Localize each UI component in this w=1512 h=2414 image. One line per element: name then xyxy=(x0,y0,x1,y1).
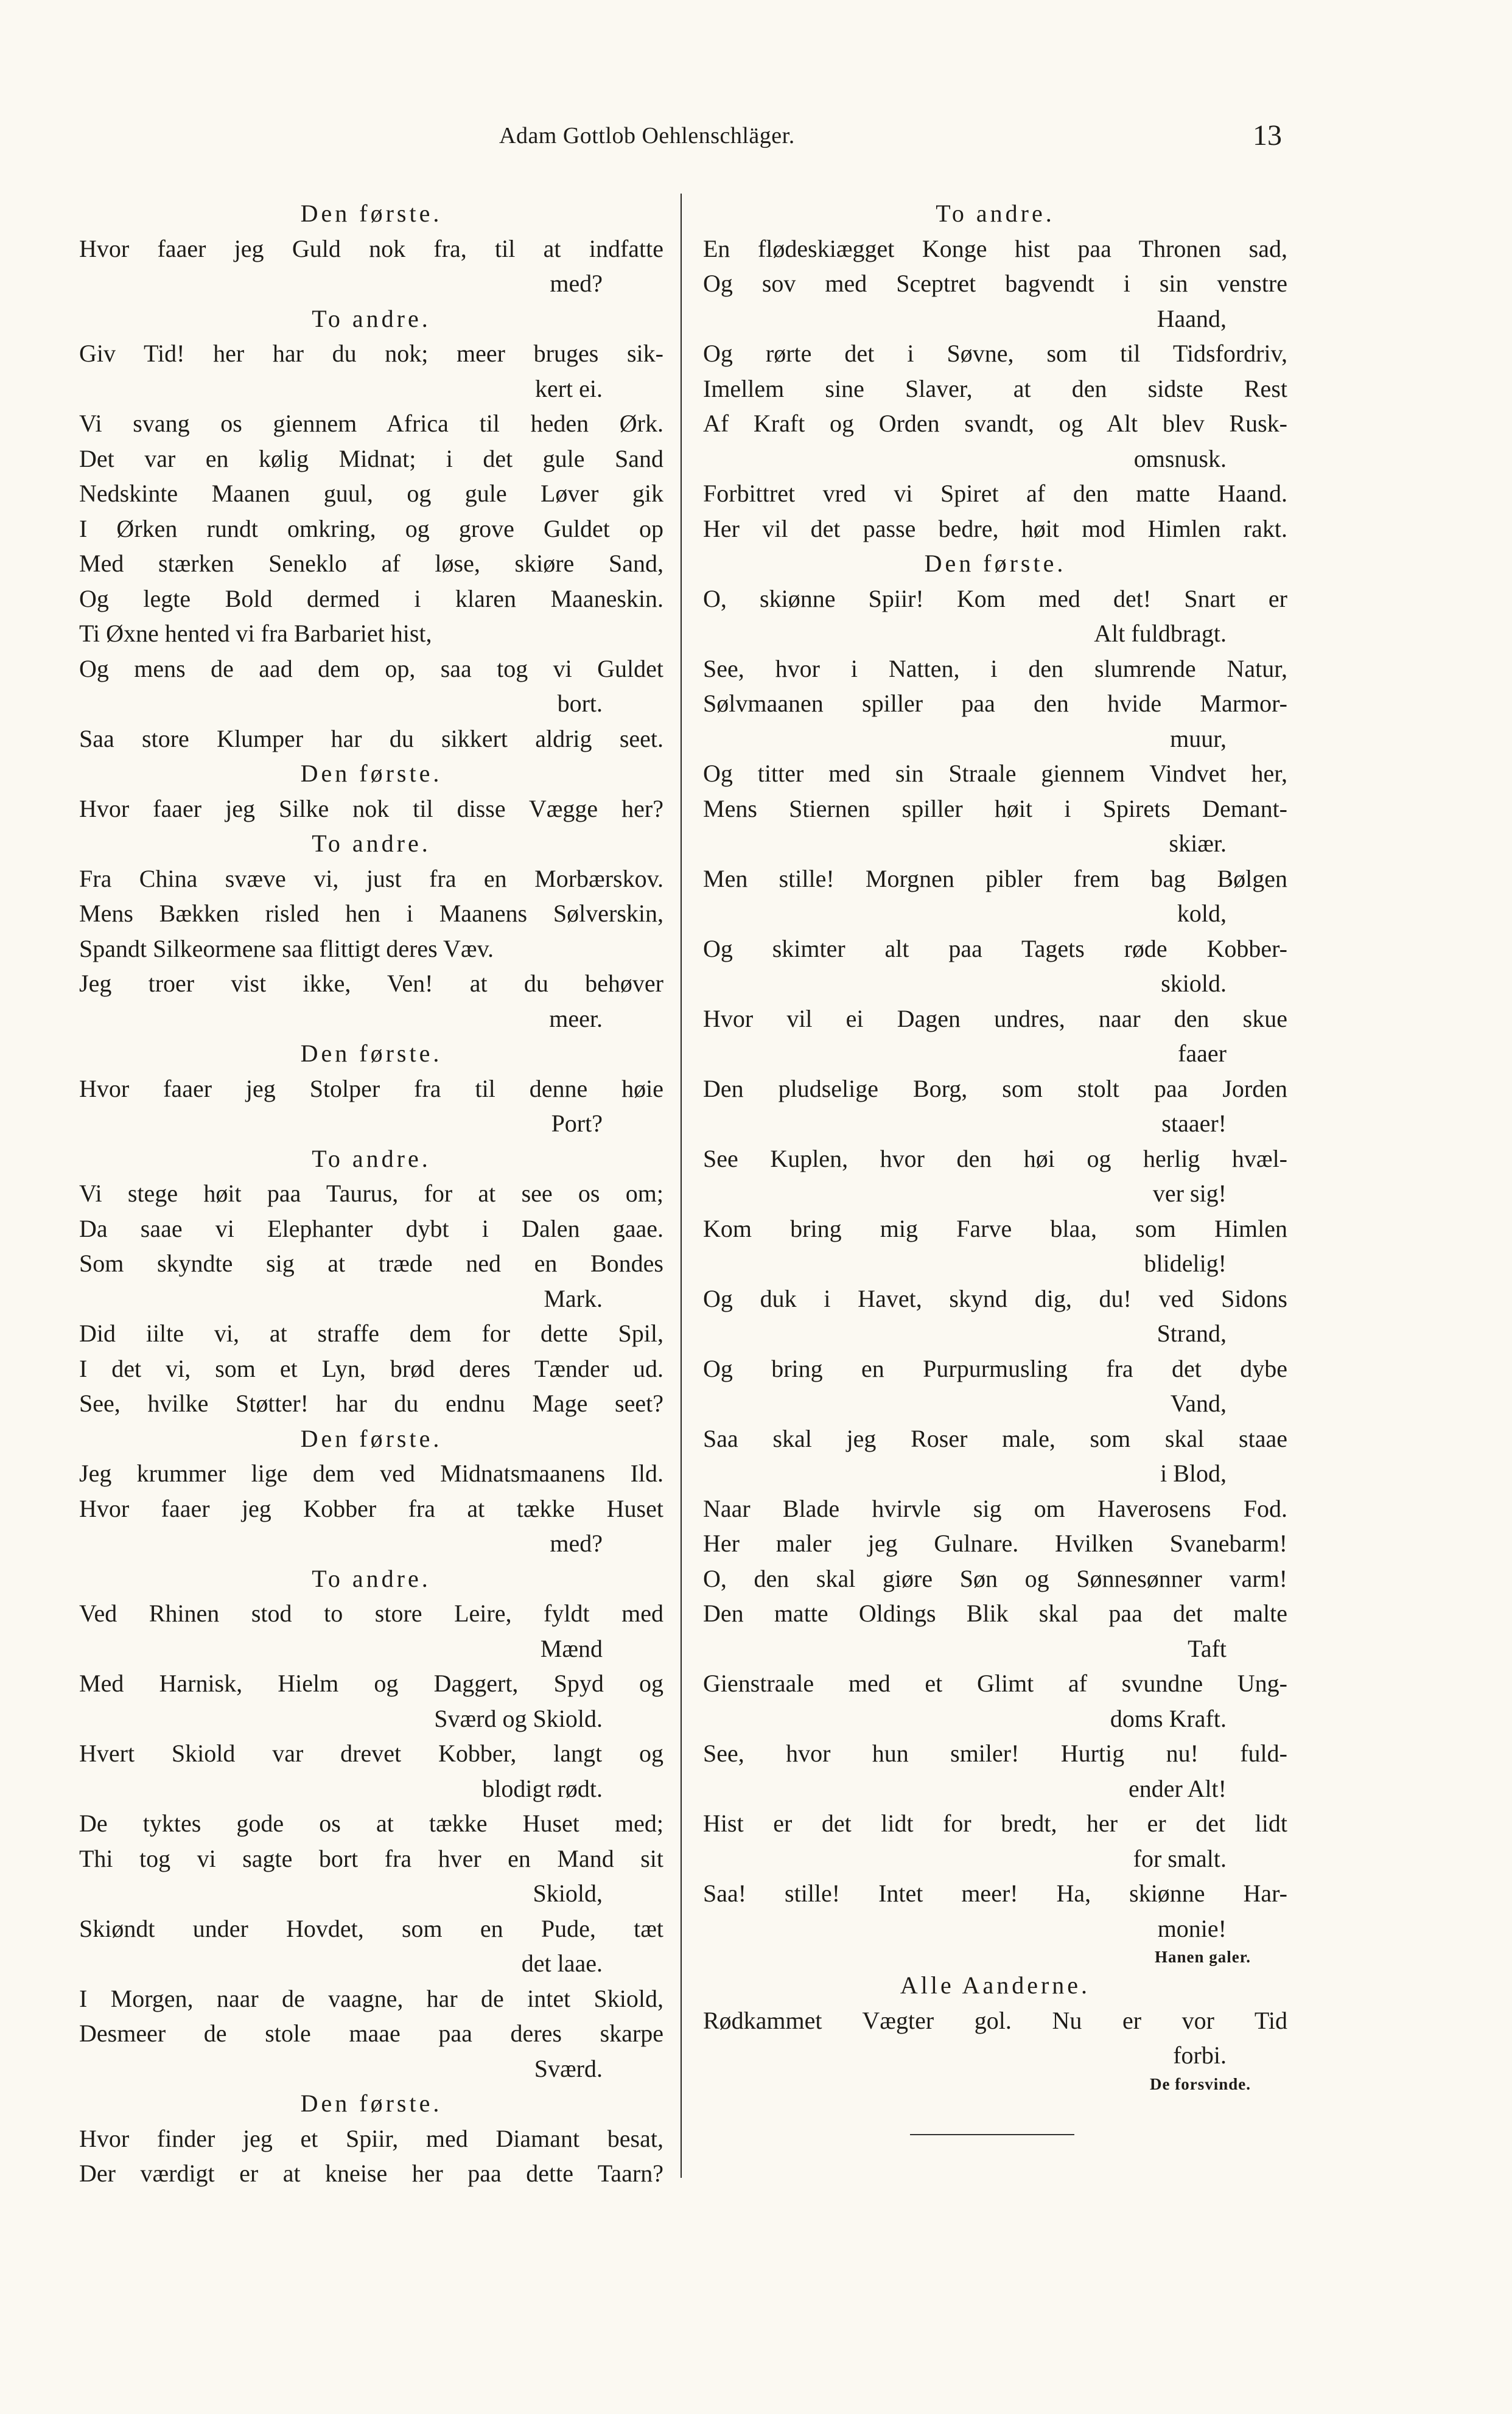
verse-line: O, den skal giøre Søn og Sønnesønner varm! xyxy=(703,1564,1287,1592)
verse-line-continuation: bort. xyxy=(557,690,603,717)
verse-line: Sølvmaanen spiller paa den hvide Marmor- xyxy=(703,690,1287,717)
verse-line: Og sov med Sceptret bagvendt i sin venstre xyxy=(703,270,1287,297)
verse-line: Og skimter alt paa Tagets røde Kobber- xyxy=(703,934,1287,962)
verse-line: Og rørte det i Søvne, som til Tidsfordriv, xyxy=(703,340,1287,367)
speaker-label: Den første. xyxy=(300,1040,443,1067)
verse-line: Imellem sine Slaver, at den sidste Rest xyxy=(703,374,1287,402)
verse-line: Kom bring mig Farve blaa, som Himlen xyxy=(703,1214,1287,1242)
verse-line-continuation: Mark. xyxy=(544,1284,603,1312)
verse-line-continuation: blodigt rødt. xyxy=(482,1774,603,1802)
verse-line: Gienstraale med et Glimt af svundne Ung- xyxy=(703,1670,1287,1697)
verse-line: Her maler jeg Gulnare. Hvilken Svanebarm! xyxy=(703,1530,1287,1557)
verse-line: Hvor vil ei Dagen undres, naar den skue xyxy=(703,1004,1287,1032)
speaker-label: Den første. xyxy=(300,760,443,787)
page-number: 13 xyxy=(1253,119,1282,152)
verse-line: Som skyndte sig at træde ned en Bondes xyxy=(79,1250,663,1277)
verse-line-continuation: i Blod, xyxy=(1160,1460,1227,1487)
stage-direction: Hanen galer. xyxy=(1154,1948,1251,1966)
verse-line: I det vi, som et Lyn, brød deres Tænder ud. xyxy=(79,1354,663,1382)
verse-line: Hvor faaer jeg Stolper fra til denne høie xyxy=(79,1074,663,1102)
speaker-label: To andre. xyxy=(312,830,431,857)
verse-line-continuation: forbi. xyxy=(1173,2041,1227,2069)
verse-line-continuation: staaer! xyxy=(1161,1110,1227,1137)
verse-line-continuation: meer. xyxy=(549,1004,603,1032)
verse-line-continuation: Sværd og Skiold. xyxy=(434,1704,603,1732)
verse-line-continuation: blidelig! xyxy=(1144,1250,1227,1277)
verse-line-continuation: Taft xyxy=(1188,1634,1227,1662)
verse-line: Hvor faaer jeg Silke nok til disse Vægge her? xyxy=(79,794,663,822)
verse-line-continuation: kold, xyxy=(1177,900,1227,927)
verse-line-continuation: Strand, xyxy=(1157,1320,1227,1347)
verse-line: Der værdigt er at kneise her paa dette Taarn? xyxy=(79,2160,663,2187)
speaker-label: Den første. xyxy=(924,550,1066,577)
verse-line: Thi tog vi sagte bort fra hver en Mand sit xyxy=(79,1844,663,1872)
verse-line: Hvert Skiold var drevet Kobber, langt og xyxy=(79,1740,663,1767)
verse-line: Mens Stiernen spiller høit i Spirets Demant- xyxy=(703,794,1287,822)
verse-line: Forbittret vred vi Spiret af den matte Haand. xyxy=(703,480,1287,507)
verse-line-continuation: Mænd xyxy=(540,1634,603,1662)
verse-line-continuation: skiær. xyxy=(1169,830,1227,857)
verse-line: Men stille! Morgnen pibler frem bag Bølgen xyxy=(703,864,1287,892)
verse-line: Giv Tid! her har du nok; meer bruges sik- xyxy=(79,340,663,367)
verse-line: Den matte Oldings Blik skal paa det malte xyxy=(703,1600,1287,1627)
verse-line: Naar Blade hvirvle sig om Haverosens Fod. xyxy=(703,1494,1287,1522)
column-divider xyxy=(681,194,682,2178)
verse-line: Med stærken Seneklo af løse, skiøre Sand, xyxy=(79,550,663,577)
speaker-label: To andre. xyxy=(936,200,1055,227)
page-header xyxy=(0,114,1512,157)
verse-line: Ved Rhinen stod to store Leire, fyldt med xyxy=(79,1600,663,1627)
verse-line: Saa! stille! Intet meer! Ha, skiønne Har- xyxy=(703,1880,1287,1907)
verse-line: Og titter med sin Straale giennem Vindvet her, xyxy=(703,760,1287,787)
verse-line-continuation: med? xyxy=(550,1530,603,1557)
verse-line: I Ørken rundt omkring, og grove Guldet op xyxy=(79,514,663,542)
speaker-label: To andre. xyxy=(312,304,431,332)
verse-line: Det var en kølig Midnat; i det gule Sand xyxy=(79,444,663,472)
verse-line: Den pludselige Borg, som stolt paa Jorden xyxy=(703,1074,1287,1102)
verse-line: See, hvilke Støtter! har du endnu Mage seet? xyxy=(79,1390,663,1417)
verse-line: Did iilte vi, at straffe dem for dette Spil, xyxy=(79,1320,663,1347)
verse-line: O, skiønne Spiir! Kom med det! Snart er xyxy=(703,584,1287,612)
verse-line: De tyktes gode os at tække Huset med; xyxy=(79,1810,663,1837)
verse-line: Hvor finder jeg et Spiir, med Diamant besat, xyxy=(79,2124,663,2152)
verse-line: Hist er det lidt for bredt, her er det lidt xyxy=(703,1810,1287,1837)
verse-line-continuation: omsnusk. xyxy=(1133,444,1227,472)
verse-line: Og duk i Havet, skynd dig, du! ved Sidons xyxy=(703,1284,1287,1312)
verse-line: Nedskinte Maanen guul, og gule Løver gik xyxy=(79,480,663,507)
speaker-label: Den første. xyxy=(300,200,443,227)
verse-line: Af Kraft og Orden svandt, og Alt blev Rusk- xyxy=(703,410,1287,437)
speaker-label: Den første. xyxy=(300,2090,443,2117)
stage-direction: De forsvinde. xyxy=(1150,2074,1251,2093)
verse-line: Og mens de aad dem op, saa tog vi Guldet xyxy=(79,654,663,682)
verse-line: Med Harnisk, Hielm og Daggert, Spyd og xyxy=(79,1670,663,1697)
verse-line: Spandt Silkeormene saa flittigt deres Væv. xyxy=(79,934,494,962)
speaker-label: To andre. xyxy=(312,1144,431,1172)
verse-line: Vi stege høit paa Taurus, for at see os om; xyxy=(79,1180,663,1207)
verse-line: Og bring en Purpurmusling fra det dybe xyxy=(703,1354,1287,1382)
right-text-column xyxy=(703,196,1287,2095)
verse-line-continuation: Alt fuldbragt. xyxy=(1094,620,1227,647)
verse-line: Jeg troer vist ikke, Ven! at du behøver xyxy=(79,970,663,997)
verse-line-continuation: skiold. xyxy=(1161,970,1227,997)
speaker-label: Den første. xyxy=(300,1424,443,1452)
verse-line-continuation: ver sig! xyxy=(1152,1180,1227,1207)
verse-line: Vi svang os giennem Africa til heden Ørk. xyxy=(79,410,663,437)
verse-line-continuation: Sværd. xyxy=(534,2054,603,2082)
verse-line: Ti Øxne hented vi fra Barbariet hist, xyxy=(79,620,432,647)
verse-line-continuation: ender Alt! xyxy=(1128,1774,1227,1802)
verse-line: See, hvor hun smiler! Hurtig nu! fuld- xyxy=(703,1740,1287,1767)
verse-line-continuation: doms Kraft. xyxy=(1110,1704,1227,1732)
speaker-label: Alle Aanderne. xyxy=(900,1971,1091,1999)
verse-line: I Morgen, naar de vaagne, har de intet Skiold, xyxy=(79,1984,663,2012)
verse-line-continuation: muur, xyxy=(1170,724,1227,752)
verse-line-continuation: Vand, xyxy=(1170,1390,1227,1417)
verse-line: Hvor faaer jeg Guld nok fra, til at indfatte xyxy=(79,234,663,262)
verse-line-continuation: Port? xyxy=(551,1110,603,1137)
verse-line: See Kuplen, hvor den høi og herlig hvæl- xyxy=(703,1144,1287,1172)
verse-line: Og legte Bold dermed i klaren Maaneskin. xyxy=(79,584,663,612)
verse-line: En flødeskiægget Konge hist paa Thronen sad, xyxy=(703,234,1287,262)
verse-line-continuation: monie! xyxy=(1157,1914,1227,1942)
verse-line-continuation: Haand, xyxy=(1157,304,1227,332)
verse-line: Fra China svæve vi, just fra en Morbærskov. xyxy=(79,864,663,892)
verse-line-continuation: Skiold, xyxy=(533,1880,603,1907)
verse-line: Her vil det passe bedre, høit mod Himlen rakt. xyxy=(703,514,1287,542)
verse-line: Hvor faaer jeg Kobber fra at tække Huset xyxy=(79,1494,663,1522)
verse-line-continuation: kert ei. xyxy=(534,374,603,402)
verse-line: Skiøndt under Hovdet, som en Pude, tæt xyxy=(79,1914,663,1942)
verse-line-continuation: det laae. xyxy=(521,1950,603,1977)
end-rule xyxy=(910,2134,1074,2135)
verse-line: See, hvor i Natten, i den slumrende Natur, xyxy=(703,654,1287,682)
verse-line-continuation: faaer xyxy=(1178,1040,1227,1067)
verse-line: Da saae vi Elephanter dybt i Dalen gaae. xyxy=(79,1214,663,1242)
verse-line: Rødkammet Vægter gol. Nu er vor Tid xyxy=(703,2006,1287,2034)
verse-line: Mens Bækken risled hen i Maanens Sølverskin, xyxy=(79,900,663,927)
verse-line: Desmeer de stole maae paa deres skarpe xyxy=(79,2020,663,2047)
running-head: Adam Gottlob Oehlenschläger. xyxy=(499,123,795,149)
left-text-column xyxy=(79,196,663,2191)
verse-line-continuation: for smalt. xyxy=(1133,1844,1227,1872)
verse-line: Jeg krummer lige dem ved Midnatsmaanens Ild. xyxy=(79,1460,663,1487)
verse-line-continuation: med? xyxy=(550,270,603,297)
speaker-label: To andre. xyxy=(312,1564,431,1592)
verse-line: Saa store Klumper har du sikkert aldrig seet. xyxy=(79,724,663,752)
verse-line: Saa skal jeg Roser male, som skal staae xyxy=(703,1424,1287,1452)
